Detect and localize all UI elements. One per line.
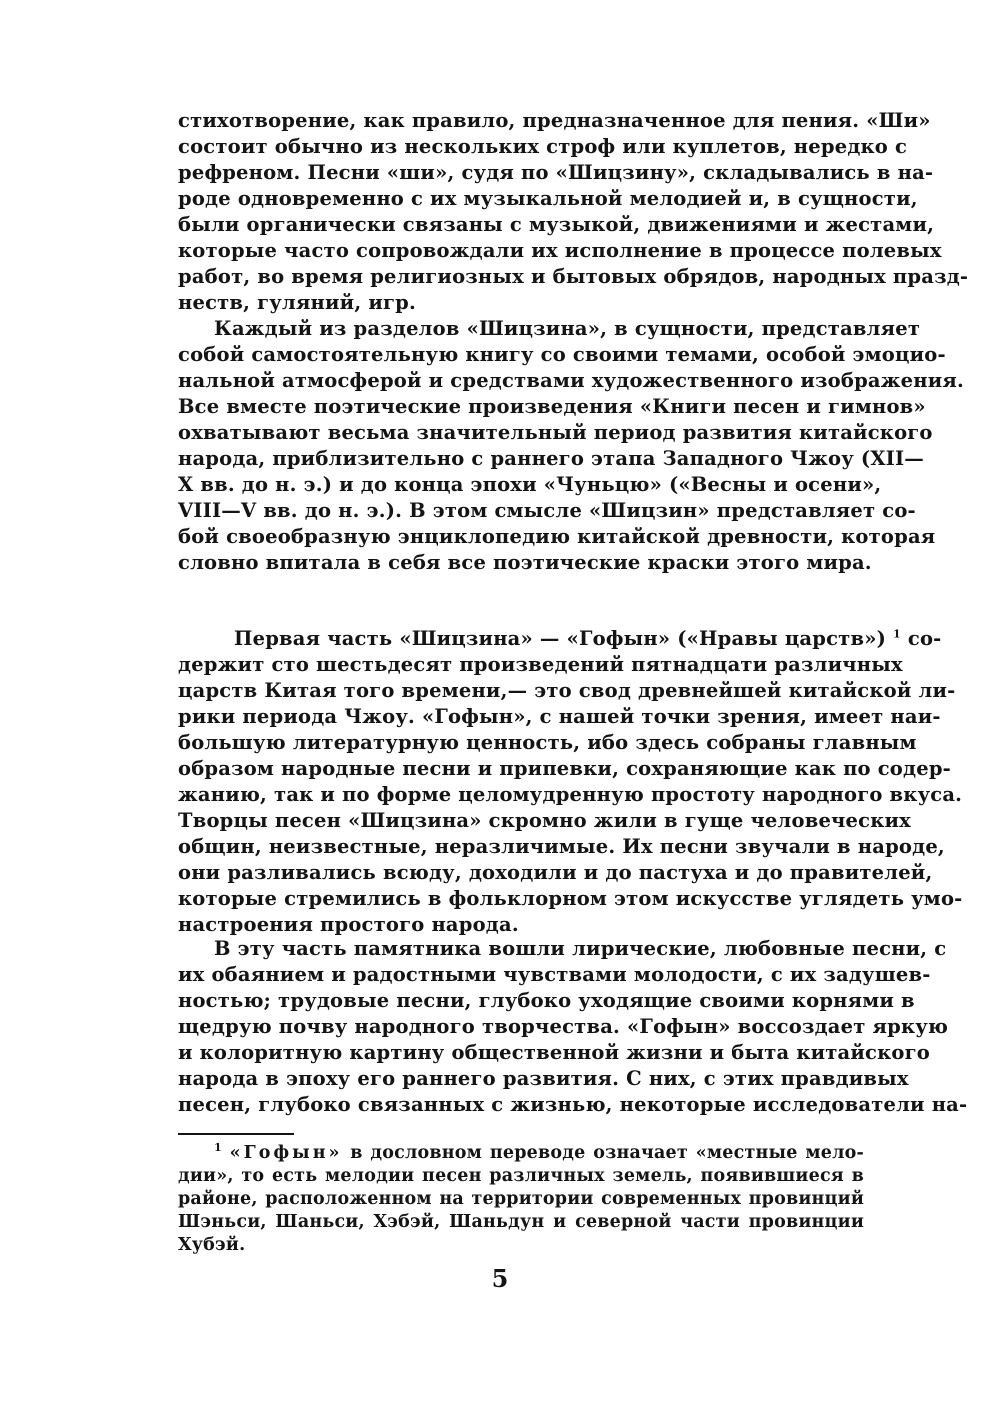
text-line: состоит обычно из нескольких строф или куплетов, нередко с (178, 135, 908, 158)
text-line: песен, глубоко связанных с жизнью, некоторые исследователи на- (178, 1093, 968, 1116)
text-line: бой своеобразную энциклопедию китайской древности, которая (178, 525, 936, 548)
text-line: и колоритную картину общественной жизни и быта китайского (178, 1041, 930, 1064)
text-line: общин, неизвестные, неразличимые. Их песни звучали в народе, (178, 835, 945, 858)
text-line: собой самостоятельную книгу со своими темами, особой эмоцио- (178, 343, 946, 366)
paragraph-gofyn (178, 626, 963, 938)
text-line: жанию, так и по форме целомудренную простоту народного вкуса. (178, 783, 963, 806)
text-line: Хубэй. (178, 1235, 246, 1255)
text-line: рики периода Чжоу. «Гофын», с нашей точки зрения, имеет наи- (178, 705, 941, 728)
text-line: районе, расположенном на территории современных провинций (178, 1189, 864, 1209)
text-line: работ, во время религиозных и бытовых обрядов, народных празд- (178, 265, 969, 288)
footnote-divider (178, 1133, 294, 1135)
text-line: X вв. до н. э.) и до конца эпохи «Чуньцю» («Весны и осени», (178, 473, 882, 496)
footnote-reference[interactable]: 1 (893, 627, 901, 641)
text-line: они разливались всюду, доходили и до пастуха и до правителей, (178, 861, 933, 884)
footnote-term: «Гофын» (229, 1143, 343, 1163)
page-number: 5 (491, 1264, 509, 1293)
text-line: словно впитала в себя все поэтические краски этого мира. (178, 551, 872, 574)
text-fragment: Первая часть «Шицзина» — «Гофын» («Нравы царств») (234, 627, 887, 650)
text-line: VIII—V вв. до н. э.). В этом смысле «Шицзин» представляет со- (178, 499, 916, 522)
text-line: стихотворение, как правило, предназначенное для пения. «Ши» (178, 109, 931, 132)
text-line: рефреном. Песни «ши», судя по «Шицзину», складывались в на- (178, 161, 934, 184)
text-line: большую литературную ценность, ибо здесь собраны главным (178, 731, 917, 754)
text-line: дии», то есть мелодии песен различных земель, появившиеся в (178, 1166, 864, 1186)
text-line: роде одновременно с их музыкальной мелодией и, в сущности, (178, 187, 918, 210)
paragraph-intro (178, 108, 969, 316)
text-line: держит сто шестьдесят произведений пятнадцати различных (178, 653, 903, 676)
text-fragment: в дословном переводе означает «местные мело- (350, 1143, 864, 1163)
text-line: ностью; трудовые песни, глубоко уходящие своими корнями в (178, 989, 915, 1012)
text-line: были органически связаны с музыкой, движениями и жестами, (178, 213, 935, 236)
text-line: народа, приблизительно с раннего этапа Западного Чжоу (XII— (178, 447, 925, 470)
text-line: образом народные песни и припевки, сохраняющие как по содер- (178, 757, 951, 780)
text-line: которые стремились в фольклорном этом искусстве углядеть умо- (178, 887, 963, 910)
text-line-with-note (178, 626, 942, 652)
text-line: настроения простого народа. (178, 913, 519, 936)
text-line: Все вместе поэтические произведения «Книги песен и гимнов» (178, 395, 926, 418)
text-line: которые часто сопровождали их исполнение в процессе полевых (178, 239, 942, 262)
text-line: Каждый из разделов «Шицзина», в сущности, представляет (214, 317, 921, 340)
text-line: народа в эпоху его раннего развития. С них, с этих правдивых (178, 1067, 909, 1090)
text-line: нальной атмосферой и средствами художественного изображения. (178, 369, 964, 392)
footnote-first-line (178, 1142, 864, 1165)
text-line: Творцы песен «Шицзина» скромно жили в гуще человеческих (178, 809, 911, 832)
text-line: Шэньси, Шаньси, Хэбэй, Шаньдун и северной части провинции (178, 1212, 864, 1232)
text-line: щедрую почву народного творчества. «Гофын» воссоздает яркую (178, 1015, 949, 1038)
text-line: охватывают весьма значительный период развития китайского (178, 421, 933, 444)
text-line: их обаянием и радостными чувствами молодости, с их задушев- (178, 963, 931, 986)
text-line: В эту часть памятника вошли лирические, любовные песни, с (214, 937, 947, 960)
text-line: царств Китая того времени,— это свод древнейшей китайской ли- (178, 679, 956, 702)
footnote (178, 1142, 864, 1257)
paragraph-sections (178, 316, 964, 576)
text-fragment: со- (907, 627, 942, 650)
footnote-marker: 1 (214, 1141, 222, 1155)
text-line: неств, гуляний, игр. (178, 291, 416, 314)
paragraph-lyric (178, 936, 968, 1118)
